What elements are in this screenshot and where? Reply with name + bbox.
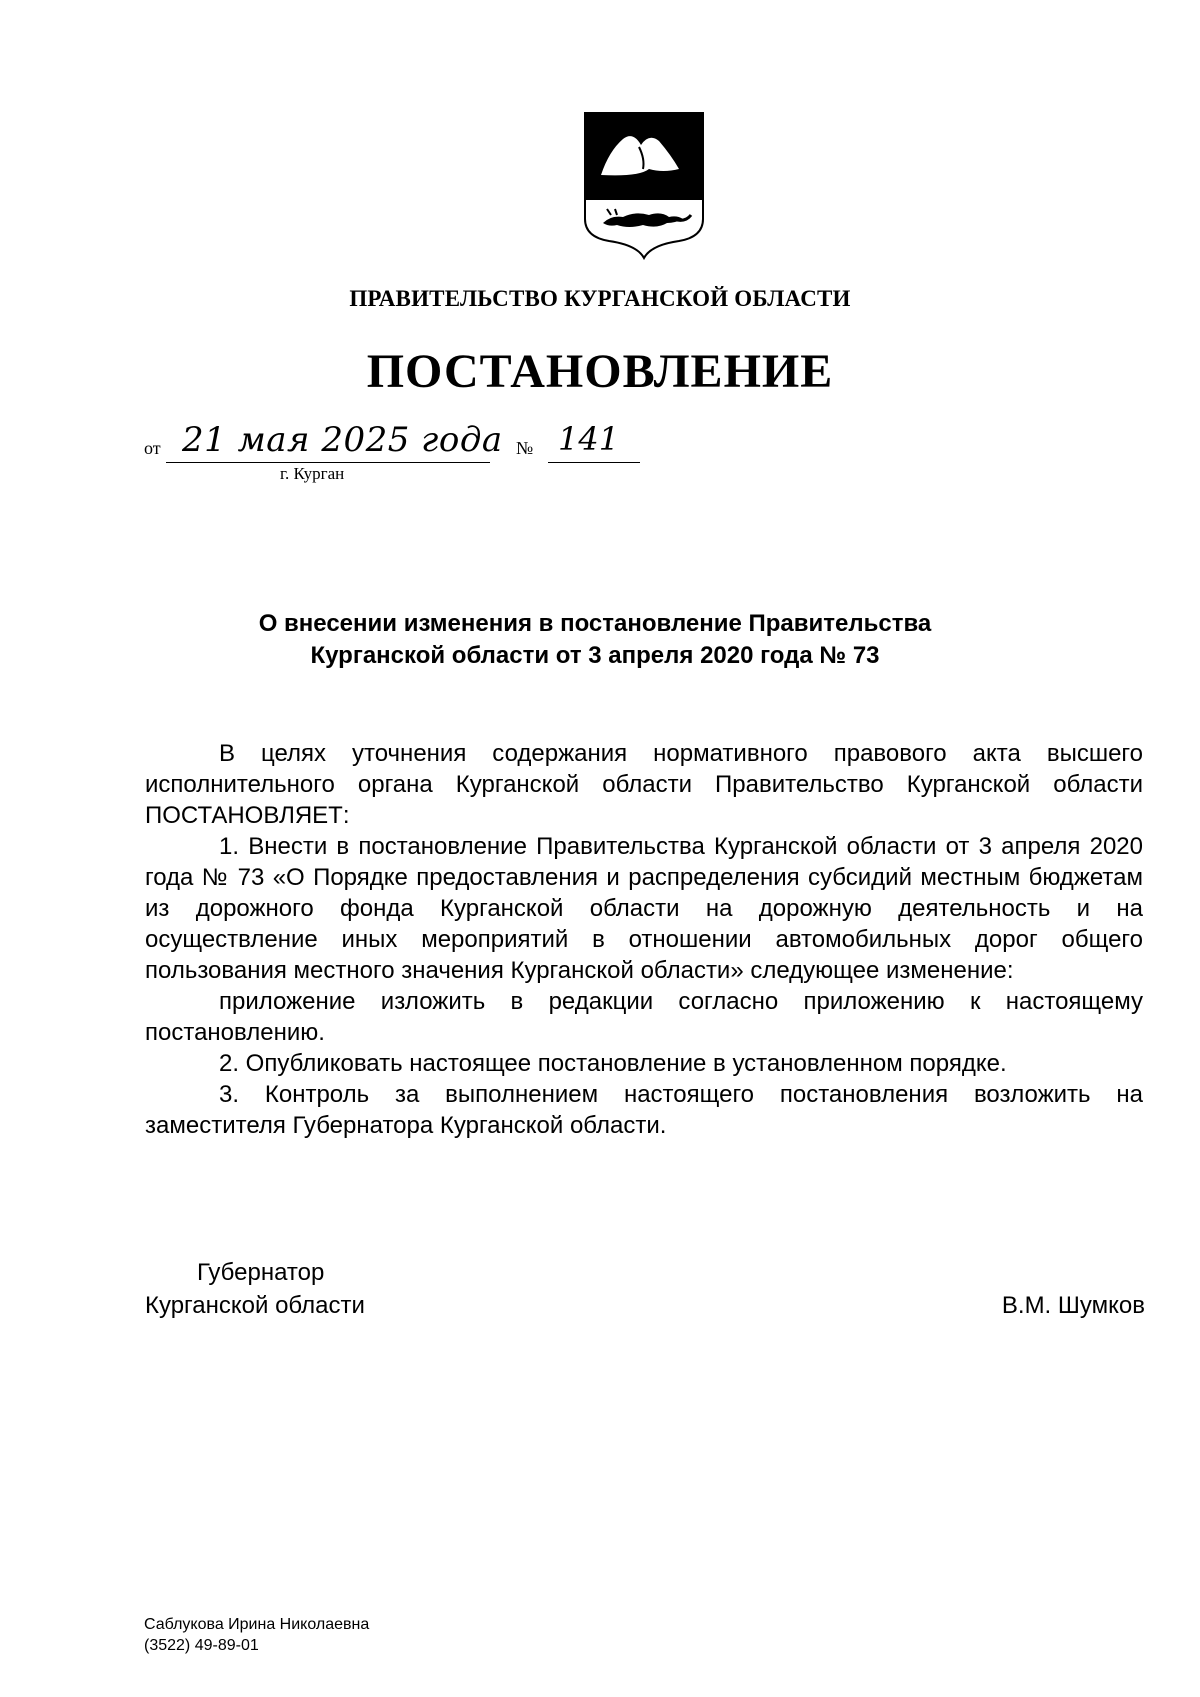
document-type-title: ПОСТАНОВЛЕНИЕ [366, 345, 834, 398]
organization-title: ПРАВИТЕЛЬСТВО КУРГАНСКОЙ ОБЛАСТИ [349, 286, 851, 311]
signature-title [145, 1256, 365, 1322]
number-underline [548, 462, 640, 463]
handwritten-number: 141 [558, 420, 620, 458]
date-prefix: от [144, 438, 161, 458]
handwritten-date: 21 мая 2025 года [182, 420, 503, 460]
signature-title-line-1: Губернатор [197, 1259, 325, 1286]
body-paragraph-4: 2. Опубликовать настоящее постановление в установленном порядке. [219, 1050, 1007, 1077]
subject-line-1: О внесении изменения в постановление Правительства [258, 610, 932, 637]
contact-phone: (3522) 49-89-01 [144, 1637, 259, 1654]
contact-name: Саблукова Ирина Николаевна [144, 1616, 370, 1633]
date-number-line [138, 420, 658, 483]
coat-of-arms-icon [583, 111, 705, 260]
subject-line-2: Курганской области от 3 апреля 2020 года № 73 [310, 642, 880, 669]
number-label: № [516, 438, 534, 458]
body-paragraph-3: приложение изложить в редакции согласно приложению к настоящему постановлению. [145, 988, 1143, 1046]
date-underline [166, 462, 490, 463]
city-label: г. Курган [280, 464, 345, 483]
signature-title-line-2: Курганской области [145, 1292, 365, 1319]
body-paragraph-1: В целях уточнения содержания нормативного правового акта высшего исполнительного органа Курганской области Правительство Курганской области ПОСТАНОВЛЯЕТ: [145, 740, 1143, 829]
document-body [145, 738, 1143, 1141]
body-paragraph-2: 1. Внести в постановление Правительства Курганской области от 3 апреля 2020 года № 73 «О Порядке предоставления и распределения субсидий местным бюджетам из дорожного фонда Курганской области на дорожную деятельность и на осуществление иных мероприятий в отношении автомобильных дорог общего пользования местного значения Курганской области» следующее изменение: [145, 833, 1143, 984]
signature-name: В.М. Шумков [1001, 1292, 1145, 1319]
body-paragraph-5: 3. Контроль за выполнением настоящего постановления возложить на заместителя Губернатора Курганской области. [145, 1081, 1143, 1139]
document-subject [0, 608, 1190, 672]
contact-info [144, 1614, 369, 1656]
